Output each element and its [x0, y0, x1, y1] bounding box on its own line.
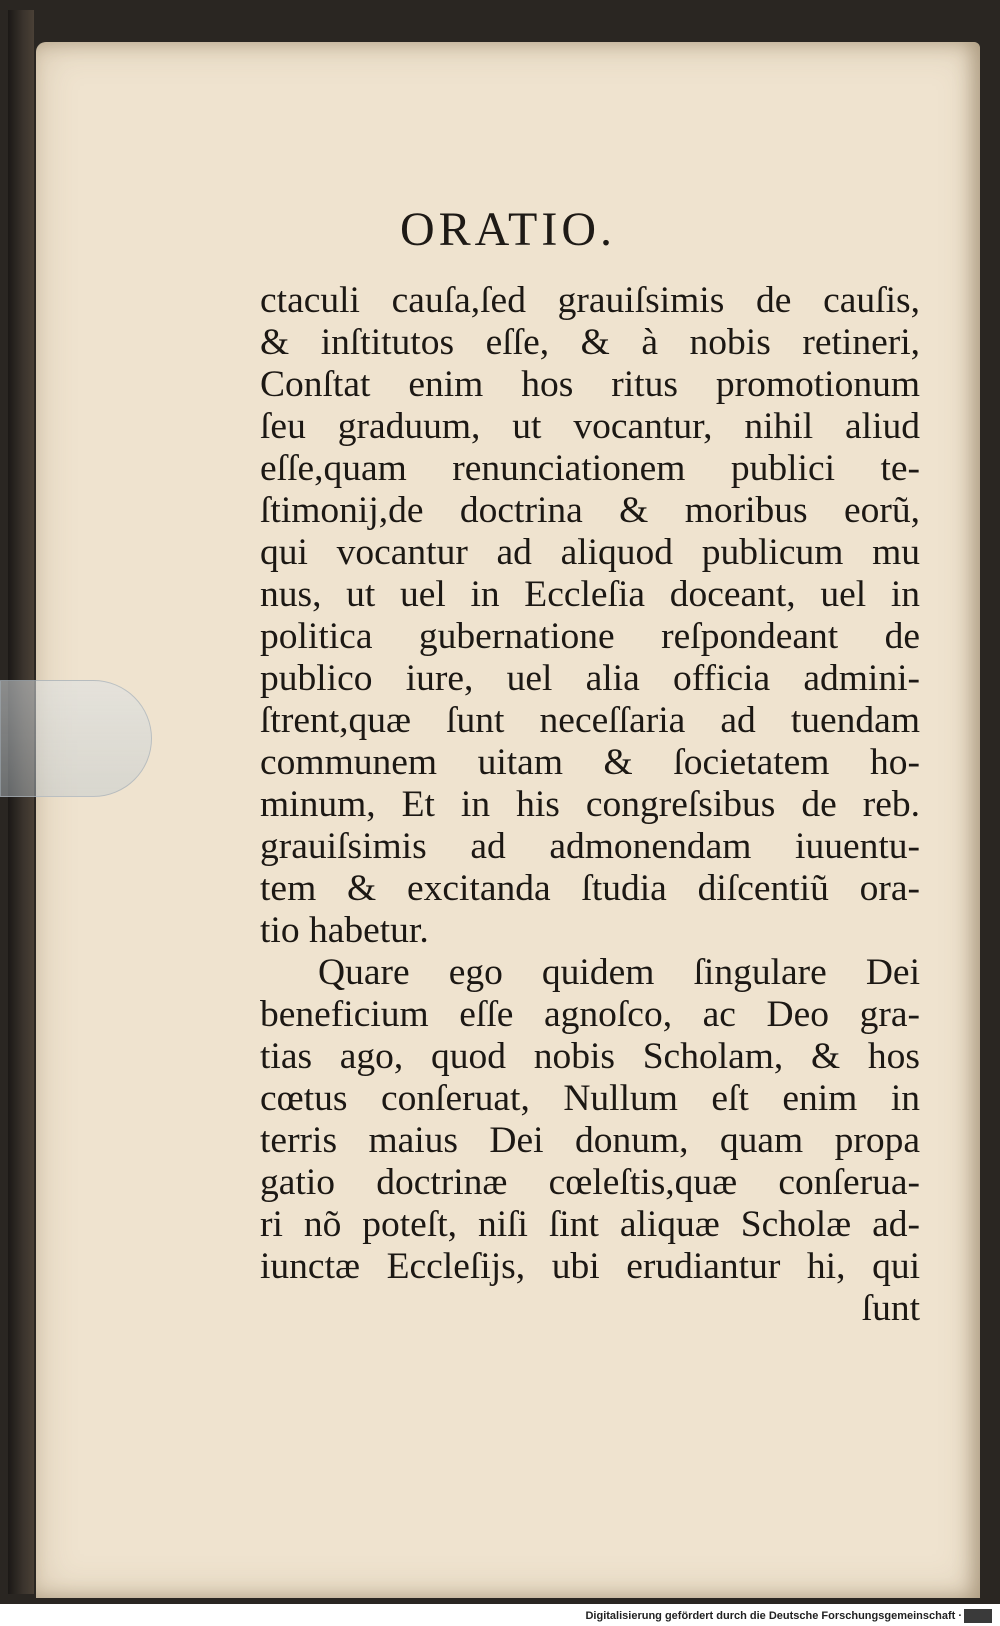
text-line: nus, ut uel in Eccleſia doceant, uel in — [260, 574, 920, 615]
text-line: tias ago, quod nobis Scholam, & hos — [260, 1036, 920, 1077]
text-line: & inſtitutos eſſe, & à nobis retineri, — [260, 322, 920, 363]
text-line: beneficium eſſe agnoſco, ac Deo gra- — [260, 994, 920, 1035]
text-line: tem & excitanda ſtudia diſcentiũ ora- — [260, 868, 920, 909]
credit-text: Digitalisierung gefördert durch die Deutsche Forschungsgemeinschaft · — [585, 1610, 962, 1622]
text-line: ſtrent,quæ ſunt neceſſaria ad tuendam — [260, 700, 920, 741]
text-line: cœtus conſeruat, Nullum eſt enim in — [260, 1078, 920, 1119]
text-line: tio habetur. — [260, 910, 429, 951]
text-line: terris maius Dei donum, quam propa — [260, 1120, 920, 1161]
book-page — [36, 42, 980, 1598]
text-line: gatio doctrinæ cœleſtis,quæ conſerua- — [260, 1162, 920, 1203]
text-line: publico iure, uel alia officia admini- — [260, 658, 920, 699]
text-line: grauiſsimis ad admonendam iuuentu- — [260, 826, 920, 867]
text-line: communem uitam & ſocietatem ho- — [260, 742, 920, 783]
digitization-credit — [585, 1610, 962, 1622]
text-line: politica gubernatione reſpondeant de — [260, 616, 920, 657]
book-spine-edge — [8, 10, 34, 1594]
dfg-logo-icon — [964, 1609, 992, 1623]
text-line: minum, Et in his congreſsibus de reb. — [260, 784, 920, 825]
text-line: ctaculi cauſa,ſed grauiſsimis de cauſis, — [260, 280, 920, 321]
clear-bookmark-strip — [0, 680, 152, 797]
text-line: Quare ego quidem ſingulare Dei — [318, 952, 920, 993]
body-text — [260, 280, 920, 1330]
text-line: qui vocantur ad aliquod publicum mu — [260, 532, 920, 573]
text-line: ſtimonij,de doctrina & moribus eorũ, — [260, 490, 920, 531]
text-line: Conſtat enim hos ritus promotionum — [260, 364, 920, 405]
catchword: ſunt — [861, 1288, 920, 1329]
text-line: iunctæ Eccleſijs, ubi erudiantur hi, qui — [260, 1246, 920, 1287]
text-line: eſſe,quam renunciationem publici te- — [260, 448, 920, 489]
running-title: ORATIO. — [400, 203, 616, 256]
text-line: ſeu graduum, ut vocantur, nihil aliud — [260, 406, 920, 447]
text-line: ri nõ poteſt, niſi ſint aliquæ Scholæ ad- — [260, 1204, 920, 1245]
